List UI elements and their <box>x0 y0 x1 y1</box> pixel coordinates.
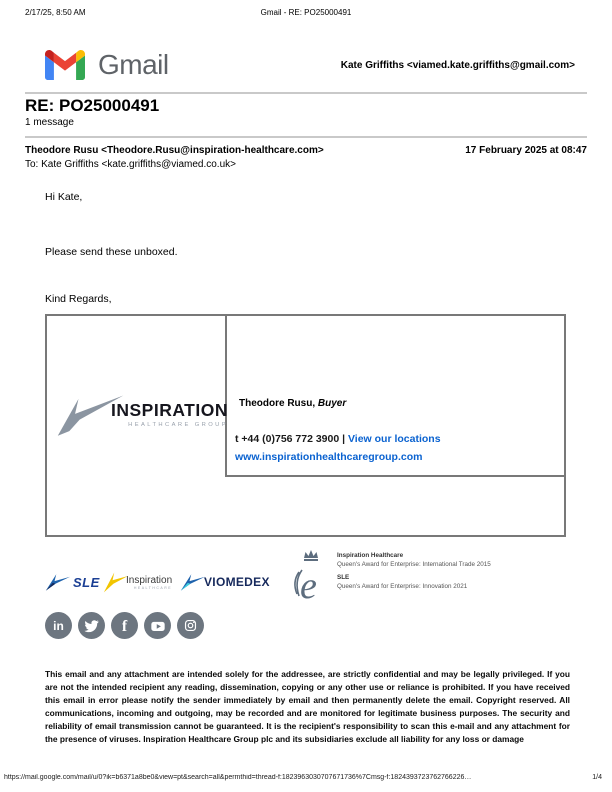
phone-number: t +44 (0)756 772 3900 | <box>235 433 346 445</box>
sender-address: Theodore Rusu <Theodore.Rusu@inspiration-healthcare.com> <box>25 145 324 156</box>
awards-text <box>337 551 491 591</box>
instagram-icon[interactable] <box>177 612 204 639</box>
swoosh-icon <box>180 572 206 592</box>
logo-subtitle: HEALTHCARE GROUP <box>128 422 228 428</box>
body-line: Hi Kate, <box>45 191 83 203</box>
signature-details <box>225 316 564 477</box>
subject-title: RE: PO25000491 <box>25 96 160 115</box>
print-datetime: 2/17/25, 8:50 AM <box>25 8 86 17</box>
viomedex-logo <box>180 572 270 592</box>
viomedex-label: VIOMEDEX <box>204 575 270 589</box>
view-locations-link[interactable]: View our locations <box>347 433 441 445</box>
sle-label: SLE <box>73 574 100 590</box>
inspiration-sublabel: HEALTHCARE <box>133 585 173 590</box>
divider <box>25 92 587 94</box>
twitter-icon[interactable] <box>78 612 105 639</box>
gmail-logo <box>45 49 169 81</box>
swoosh-icon <box>45 572 71 592</box>
brand-logos-row <box>45 548 592 610</box>
print-url: https://mail.google.com/mail/u/0?ik=b6371a8be0&view=pt&search=all&permthid=thread-f:1823963030707671736%7Cmsg-f:1824393723762766226… <box>4 774 472 781</box>
award-company: Inspiration Healthcare <box>337 552 404 559</box>
signature-card <box>45 314 566 537</box>
legal-disclaimer: This email and any attachment are intended solely for the addressee, are strictly confidential and may be legally privileged. If you are not the intended recipient any reading, dissemination, copying or any other use or reliance is prohibited. If you have received this email in error please notify the sender immediately by email and then permanently delete the email. Copyright reserved. All communications, incoming and outgoing, may be recorded and are monitored for legitimate business purposes. The security and reliability of email transmission cannot be guaranteed. It is the recipient's responsibility to scan this e-mail and any attachment for the presence of viruses. Inspiration Healthcare Group plc and its subsidiaries exclude all liability for any loss or damage <box>45 669 570 745</box>
inspiration-small-logo <box>103 570 172 594</box>
gmail-m-icon <box>45 50 85 80</box>
signature-person <box>239 398 346 409</box>
award-company: SLE <box>337 574 350 581</box>
social-icons-row <box>45 612 204 639</box>
sle-logo <box>45 572 100 592</box>
body-line: Please send these unboxed. <box>45 246 178 258</box>
signature-name: Theodore Rusu, <box>239 398 316 409</box>
facebook-icon[interactable]: f <box>111 612 138 639</box>
print-footer <box>4 774 602 781</box>
linkedin-icon[interactable]: in <box>45 612 72 639</box>
page-number: 1/4 <box>592 774 602 781</box>
message-body <box>45 191 178 305</box>
message-count: 1 message <box>25 117 74 128</box>
logo-name: INSPIRATION <box>111 400 228 420</box>
gmail-wordmark: Gmail <box>98 49 169 80</box>
signature-role: Buyer <box>317 398 347 409</box>
award-title: Queen's Award for Enterprise: International Trade 2015 <box>337 561 491 568</box>
account-email: Kate Griffiths <viamed.kate.griffiths@gmail.com> <box>340 59 575 71</box>
inspiration-label: Inspiration <box>126 574 173 586</box>
queens-award-emblem-icon <box>289 548 333 606</box>
print-title: Gmail - RE: PO25000491 <box>260 8 352 17</box>
gmail-header <box>45 44 575 86</box>
divider <box>25 136 587 138</box>
award-title: Queen's Award for Enterprise: Innovation 2021 <box>337 583 468 590</box>
signature-phone <box>235 433 441 445</box>
print-header <box>25 8 587 17</box>
youtube-icon[interactable] <box>144 612 171 639</box>
sender-row <box>25 145 587 156</box>
inspiration-healthcare-logo <box>55 390 228 438</box>
svg-text:e: e <box>300 565 317 606</box>
website-link[interactable]: www.inspirationhealthcaregroup.com <box>235 451 423 463</box>
body-line: Kind Regards, <box>45 293 112 305</box>
message-date: 17 February 2025 at 08:47 <box>465 145 587 156</box>
recipient-address: To: Kate Griffiths <kate.griffiths@viamed.co.uk> <box>25 159 236 170</box>
